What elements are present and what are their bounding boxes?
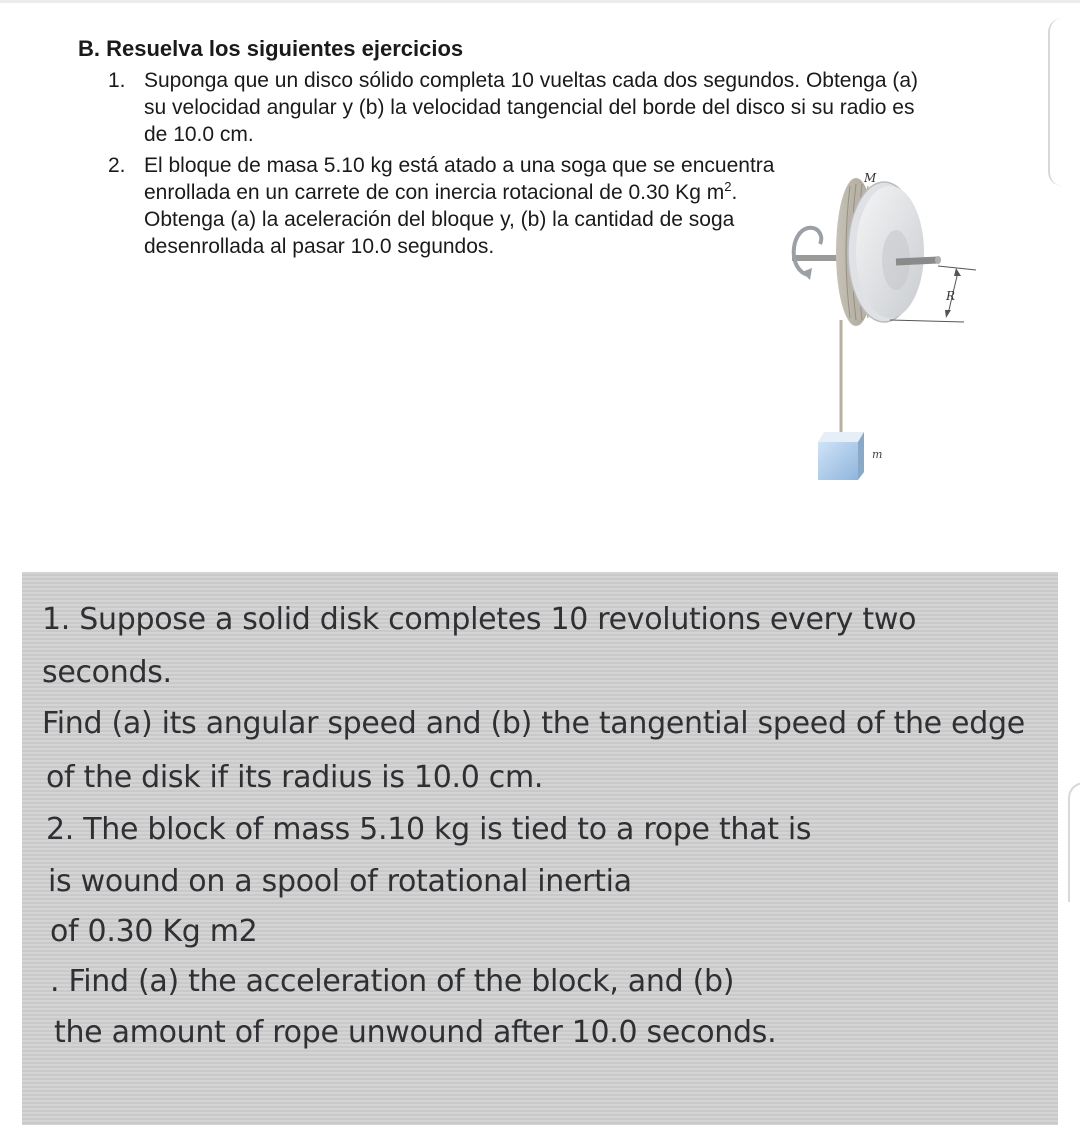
translation-line-3: Find (a) its angular speed and (b) the tangential speed of the edge [42, 706, 1025, 741]
exercise-2-number: 2. [108, 154, 126, 177]
translation-line-6: is wound on a spool of rotational inertia [48, 864, 632, 899]
exercise-1-number: 1. [108, 69, 126, 92]
exercise-2-text-before: El bloque de masa 5.10 kg está atado a una soga que se encuentra enrollada en un carrete de con inercia rotacional de 0.30 Kg m [144, 154, 775, 204]
top-divider [0, 0, 1080, 3]
exercise-2-text-after: . Obtenga (a) la aceleración del bloque y, (b) la cantidad de soga desenrollada al pasar 10.0 segundos. [144, 181, 738, 258]
translation-screenshot [22, 572, 1058, 1125]
translation-line-9: the amount of rope unwound after 10.0 seconds. [54, 1015, 777, 1050]
translation-line-2: seconds. [42, 655, 172, 690]
translation-line-4: of the disk if its radius is 10.0 cm. [46, 760, 544, 795]
radius-label: R [946, 289, 956, 303]
exercise-1 [108, 67, 928, 151]
section-title: B. Resuelva los siguientes ejercicios [78, 36, 464, 61]
spool-mass-label: M [864, 171, 877, 185]
exercise-1-text: Suponga que un disco sólido completa 10 vueltas cada dos segundos. Obtenga (a) su velocidad angular y (b) la velocidad tangencial del borde del disco si su radio es de 10.0 cm. [144, 69, 919, 146]
rotation-arrow-icon [794, 228, 822, 280]
translation-line-7: of 0.30 Kg m2 [50, 914, 258, 949]
exercise-2-text [144, 152, 784, 260]
translation-line-5: 2. The block of mass 5.10 kg is tied to a rope that is [46, 812, 812, 847]
spool [836, 178, 924, 326]
exercise-2-superscript: 2 [724, 179, 732, 194]
spool-diagram [780, 160, 980, 490]
hanging-block [818, 432, 864, 480]
translation-line-1: 1. Suppose a solid disk completes 10 revolutions every two [42, 602, 917, 637]
translation-line-8: . Find (a) the acceleration of the block, and (b) [50, 964, 735, 999]
exercise-2 [108, 152, 788, 264]
page-edge-shadow-lower [1068, 782, 1080, 902]
page-edge-shadow [1048, 18, 1080, 186]
block-mass-label: m [872, 448, 883, 461]
